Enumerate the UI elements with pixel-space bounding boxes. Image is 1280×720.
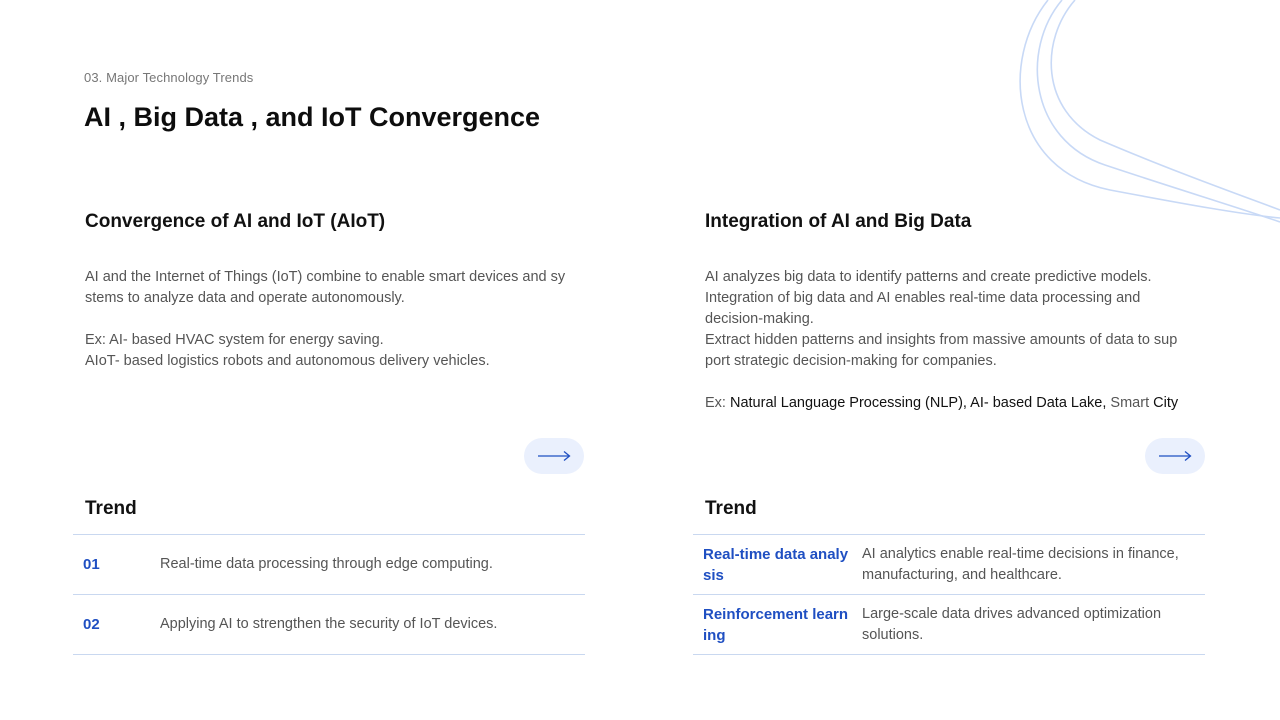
trend-number: 02 (83, 616, 100, 633)
section-label: 03. Major Technology Trends (84, 70, 254, 85)
bigdata-column (693, 208, 1205, 658)
trend-text: Large-scale data drives advanced optimization solutions. (862, 605, 1162, 643)
aiot-body-line: stems to analyze data and operate autonomously. (85, 290, 405, 306)
trend-key (693, 544, 862, 586)
bigdata-body-line: decision-making. (705, 311, 814, 327)
aiot-body-line: AI and the Internet of Things (IoT) combine to enable smart devices and sy (85, 269, 566, 285)
trend-text: AI analytics enable real-time decisions in finance, manufacturing, and healthcare. (862, 545, 1179, 583)
aiot-trend-table (73, 534, 585, 655)
aiot-description (85, 267, 575, 427)
bigdata-body-line: port strategic decision-making for companies. (705, 353, 997, 369)
bigdata-more-button[interactable] (1145, 438, 1205, 474)
trend-key-line: ing (703, 626, 726, 644)
aiot-example-line: AIoT- based logistics robots and autonomous delivery vehicles. (85, 353, 490, 369)
example-prefix: Ex: (705, 395, 730, 411)
table-row (73, 595, 585, 655)
bigdata-trend-title: Trend (705, 498, 757, 519)
bigdata-trend-table (693, 534, 1205, 655)
example-city: City (1149, 395, 1179, 411)
aiot-trend-title: Trend (85, 498, 137, 519)
table-row (693, 595, 1205, 655)
trend-text: Real-time data processing through edge computing. (160, 556, 493, 572)
bigdata-body-line: Integration of big data and AI enables real-time data processing and (705, 290, 1141, 306)
trend-text: Applying AI to strengthen the security of IoT devices. (160, 616, 498, 632)
bigdata-example-line (705, 393, 1195, 414)
aiot-example-line: Ex: AI- based HVAC system for energy saving. (85, 332, 384, 348)
trend-key-line: Real-time data analy (703, 545, 849, 563)
bigdata-heading: Integration of AI and Big Data (705, 211, 972, 232)
table-row (73, 535, 585, 595)
trend-key-line: sis (703, 566, 724, 584)
trend-key (693, 604, 862, 646)
bigdata-body-line: Extract hidden patterns and insights from massive amounts of data to sup (705, 332, 1178, 348)
aiot-more-button[interactable] (524, 438, 584, 474)
arrow-right-icon (1157, 449, 1193, 463)
arrow-right-icon (536, 449, 572, 463)
page-title: AI , Big Data , and IoT Convergence (84, 102, 541, 132)
trend-key-line: Reinforcement learn (703, 605, 849, 623)
example-items: Natural Language Processing (NLP), AI- based Data Lake, (729, 395, 1107, 411)
aiot-column (73, 208, 585, 658)
example-smart: Smart (1106, 395, 1150, 411)
bigdata-description (705, 267, 1195, 427)
table-row (693, 535, 1205, 595)
trend-number: 01 (83, 556, 100, 573)
bigdata-body-line: AI analyzes big data to identify patterns and create predictive models. (705, 269, 1152, 285)
aiot-heading: Convergence of AI and IoT (AIoT) (85, 211, 386, 232)
